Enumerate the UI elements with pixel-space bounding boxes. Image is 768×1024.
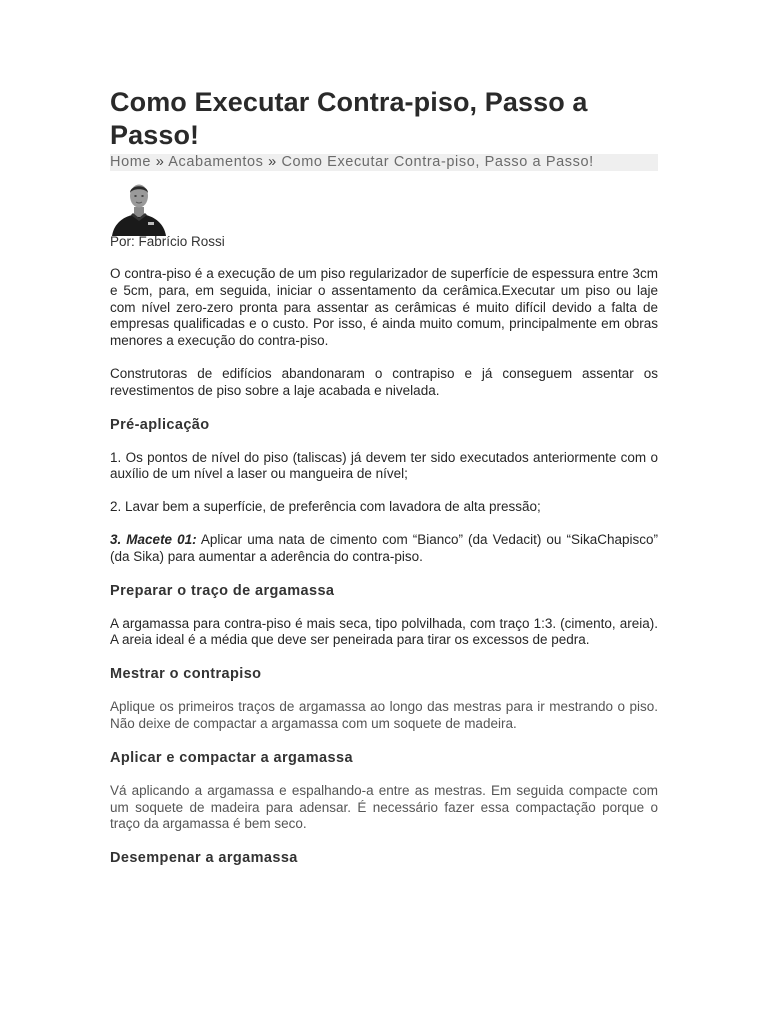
step-2: 2. Lavar bem a superfície, de preferência com lavadora de alta pressão; — [110, 499, 541, 515]
compactar-paragraph: Vá aplicando a argamassa e espalhando-a entre as mestras. Em seguida compacte com um soquete de madeira para adensar. É necessário fazer essa compactação porque o traço da argamassa é bem seco. — [110, 782, 658, 832]
mestrar-paragraph: Aplique os primeiros traços de argamassa ao longo das mestras para ir mestrando o piso. Não deixe de compactar a argamassa com um soquete de madeira. — [110, 699, 658, 731]
section-heading-traco: Preparar o traço de argamassa — [110, 582, 335, 599]
step-3-label: 3. Macete 01: — [110, 531, 197, 547]
breadcrumb-separator: » — [155, 154, 165, 170]
section-heading-compactar: Aplicar e compactar a argamassa — [110, 749, 353, 766]
breadcrumb-separator: » — [268, 154, 277, 170]
intro-paragraph: O contra-piso é a execução de um piso regularizador de superfície de espessura entre 3cm e 5cm, para, em seguida, iniciar o assentamento da cerâmica.Executar um piso ou laje com nível zero-zero pronta para assentar as cerâmicas é muito difícil devido a falta de empresas qualificadas e o custo. Por isso, é ainda muito comum, principalmente em obras menores a execução do contra-piso. — [110, 266, 658, 349]
breadcrumb-home-link[interactable]: Home — [110, 154, 152, 170]
section-heading-desempenar: Desempenar a argamassa — [110, 850, 298, 867]
traco-paragraph: A argamassa para contra-piso é mais seca, tipo polvilhada, com traço 1:3. (cimento, areia). A areia ideal é a média que deve ser peneirada para tirar os excessos de pedra. — [110, 615, 658, 648]
step-3-text: Aplicar uma nata de cimento com “Bianco” (da Vedacit) ou “SikaChapisco” (da Sika) para aumentar a aderência do contra-piso. — [110, 531, 658, 564]
article — [110, 86, 658, 867]
paragraph-2: Construtoras de edifícios abandonaram o contrapiso e já conseguem assentar os revestimentos de piso sobre a laje acabada e nivelada. — [110, 365, 658, 398]
breadcrumb — [110, 154, 658, 171]
article-title: Como Executar Contra-piso, Passo a Passo! — [110, 87, 588, 150]
breadcrumb-category-link[interactable]: Acabamentos — [168, 154, 264, 170]
section-heading-mestrar: Mestrar o contrapiso — [110, 666, 262, 683]
step-3 — [110, 532, 658, 566]
section-heading-pre-aplicacao: Pré-aplicação — [110, 416, 210, 433]
author-byline: Por: Fabrício Rossi — [110, 234, 225, 249]
breadcrumb-current: Como Executar Contra-piso, Passo a Passo! — [281, 154, 594, 170]
author-avatar — [110, 181, 168, 236]
step-1: 1. Os pontos de nível do piso (taliscas) já devem ter sido executados anteriormente com o auxílio de um nível a laser ou mangueira de nível; — [110, 449, 658, 482]
author-block — [110, 181, 658, 250]
